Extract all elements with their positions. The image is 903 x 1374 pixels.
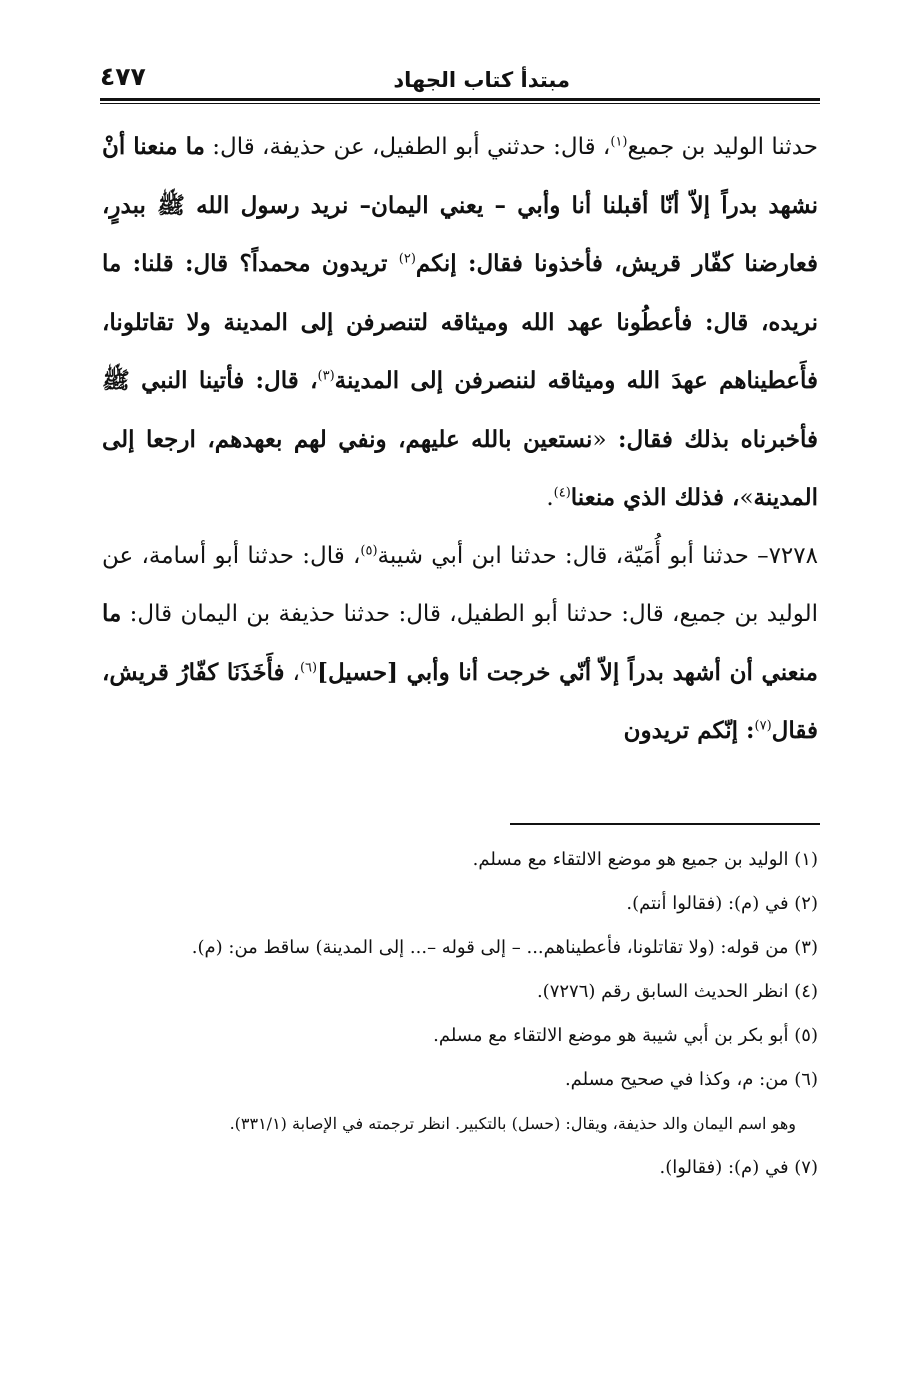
footnote: (٣) من قوله: (ولا تقاتلونا، فأعطيناهم... – إلى قوله –... إلى المدينة) ساقط من: (م). [191, 937, 818, 958]
bold-text-segment: ما منعني أن أشهد بدراً إلاّ أنّي خرجت أنا وأبي [حسيل] [102, 600, 819, 686]
footnote: وهو اسم اليمان والد حذيفة، ويقال: (حسل) بالتكبير. انظر ترجمته في الإصابة (٣٣١/١). [229, 1114, 796, 1133]
text-segment: . [546, 485, 554, 511]
header-rule-thin [100, 103, 820, 104]
bold-text-segment: فأَخَذَنَا كفّارُ قريش، فقال [102, 658, 818, 744]
footnote: (٧) في (م): (فقالوا). [659, 1157, 818, 1178]
text-segment: » [739, 485, 754, 511]
bold-text-segment: ما منعنا أنْ نشهد بدراً إلاّ أنّا أقبلنا أنا وأبي – يعني اليمان– نريد رسول الله ﷺ ببدرٍ، فعارضنا كفّار قريش، فأخذونا فقال: إنكم [102, 133, 819, 277]
header-title: مبتدأ كتاب الجهاد [393, 68, 570, 92]
bold-text-segment: ، فذلك الذي منعنا [570, 484, 740, 511]
bold-text-segment: ، قال: فأتينا النبي ﷺ فأخبرناه بذلك فقال: [102, 367, 818, 453]
paragraph-1 [102, 118, 818, 528]
bold-text-segment: نستعين بالله عليهم، ونفي لهم بعهدهم، ارجعا إلى المدينة [102, 425, 818, 511]
text-segment: ، [284, 659, 300, 686]
footnote-marker: (٢) [398, 251, 416, 267]
bold-text-segment: : إنّكم تريدون [623, 717, 755, 744]
text-segment: ، قال: حدثني أبو الطفيل، عن حذيفة، قال: [204, 134, 611, 160]
footnote-marker: (١) [610, 134, 628, 150]
footnotes [102, 838, 818, 1190]
footnote-marker: (٣) [317, 368, 335, 384]
footnote: (٤) انظر الحديث السابق رقم (٧٢٧٦). [536, 981, 818, 1002]
footnote: (٥) أبو بكر بن أبي شيبة هو موضع الالتقاء مع مسلم. [433, 1025, 818, 1046]
footnote: (٢) في (م): (فقالوا أنتم). [626, 893, 818, 914]
paragraph-2 [102, 528, 818, 761]
running-header [100, 62, 820, 98]
footnote-separator [510, 823, 820, 825]
text-segment: ، قال: حدثنا أبو أسامة، عن الوليد بن جميع، قال: حدثنا أبو الطفيل، قال: حدثنا حذيفة بن اليمان قال: [102, 542, 818, 627]
header-rule [100, 98, 820, 101]
footnote-marker: (٧) [754, 718, 772, 734]
bold-text-segment: تريدون محمداً؟ قال: قلنا: ما نريده، قال: فأعطُونا عهد الله وميثاقه لتنصرفن إلى المدينة ولا تقاتلونا، فأَعطيناهم عهدَ الله وميثاقه لننصرفن إلى المدينة [102, 250, 818, 394]
footnote: (١) الوليد بن جميع هو موضع الالتقاء مع مسلم. [472, 849, 818, 870]
text-segment: حدثنا الوليد بن جميع [627, 134, 818, 160]
footnote-marker: (٦) [299, 659, 318, 675]
page-number: ٤٧٧ [100, 62, 146, 91]
main-text [102, 118, 818, 761]
footnote-marker: (٤) [553, 485, 571, 501]
footnote-marker: (٥) [360, 542, 378, 558]
text-segment: « [592, 426, 607, 453]
text-segment: ٧٢٧٨– حدثنا أبو أُمَيّة، قال: حدثنا ابن أبي شيبة [377, 542, 818, 569]
footnote: (٦) من: م، وكذا في صحيح مسلم. [564, 1069, 818, 1090]
